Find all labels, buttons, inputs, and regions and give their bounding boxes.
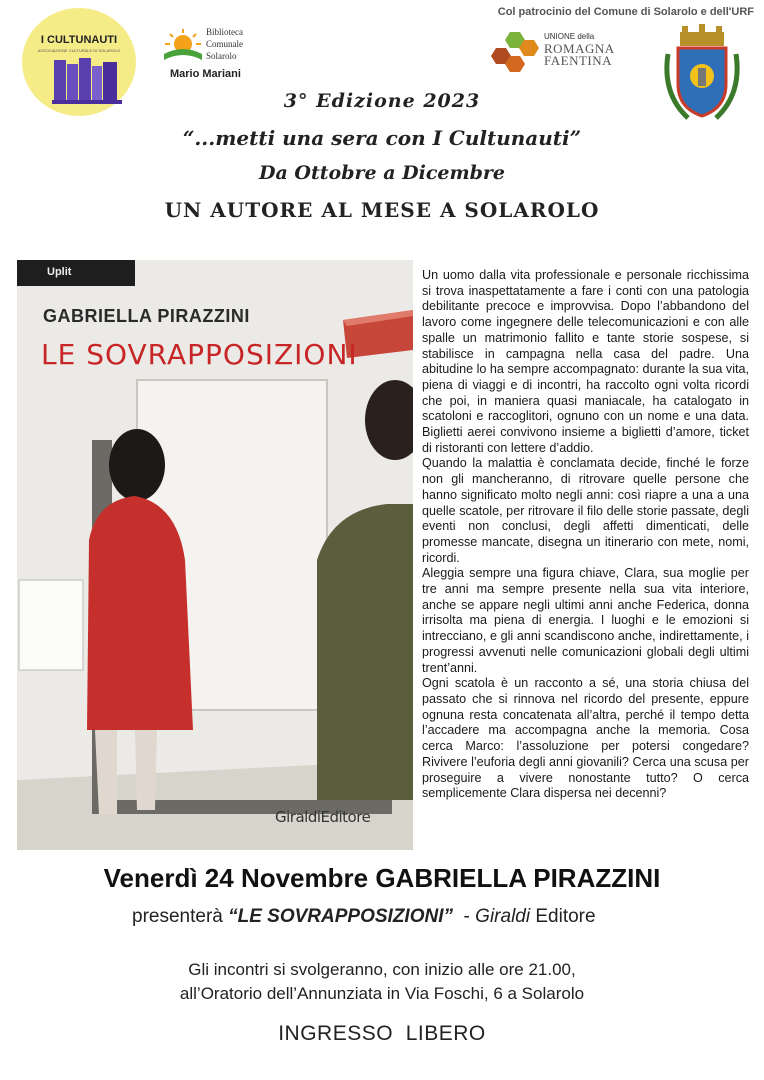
hexagons-icon [488, 30, 542, 78]
edition-title: 3° Edizione 2023 [283, 90, 481, 112]
cover-book-title: LE SOVRAPPOSIZIONI [41, 338, 358, 371]
presents-dash: - [453, 906, 476, 927]
unione-line2: ROMAGNA [544, 41, 615, 56]
free-entry-text: INGRESSO LIBERO [278, 1022, 486, 1045]
series-title: “...metti una sera con I Cultunauti” [182, 126, 582, 150]
patronage-text: Col patrocinio del Comune di Solarolo e dell'URF [497, 6, 754, 18]
description-paragraph: Un uomo dalla vita professionale e personale ricchissima si trova inaspettatamente a fare i conti con una patologia debilitante precoce e improvvisa. Dopo l’abbandono del lavoro come ingegnere delle telecomunicazioni e con alle spalle un matrimonio fallito e tante storie sospese, si stabilisce in campagna nella casa del padre. Una abitudine lo ha sempre accompagnato: durante la sua vita, piena di viaggi e di incontri, ha raccolto ogni volta ricordi che poi, in maniera quasi maniacale, ha catalogato in scatoloni e raccoglitori, ognuno con un nome e una data. Biglietti aerei convivono insieme a biglietti d’amore, ticket di ristoranti con lettere d’addio. [422, 268, 749, 455]
cultunauti-logo-subtitle: ASSOCIAZIONE CULTURALE DI SOLAROLO [37, 48, 121, 53]
event-info-line1: Gli incontri si svolgeranno, con inizio alle ore 21.00, [188, 960, 576, 979]
description-paragraph: Quando la malattia è conclamata decide, finché le forze non gli mancheranno, di ritrovare quelle persone che hanno significato molto negli anni: così riapre a una a una quelle scatole, per ritrovare il filo delle storie passate, degli eventi non conclusi, degli affetti dimenticati, delle promesse mancate, disegna un itinerario con mete, nomi, ricordi. [422, 456, 749, 565]
biblioteca-logo [162, 26, 262, 86]
event-headline: Venerdì 24 Novembre GABRIELLA PIRAZZINI [103, 863, 661, 893]
cultunauti-logo-name: I CULTUNAUTI [40, 34, 118, 46]
presents-publisher-italic: Giraldi [475, 906, 531, 927]
biblioteca-line3: Solarolo [206, 51, 237, 61]
dates-title: Da Ottobre a Dicembre [259, 162, 505, 184]
biblioteca-line1: Biblioteca [206, 27, 243, 37]
sun-book-icon [162, 28, 204, 62]
biblioteca-line2: Comunale [206, 39, 243, 49]
book-description [422, 268, 749, 802]
solarolo-crest-icon [658, 24, 746, 128]
book-cover [17, 260, 413, 850]
unione-romagna-logo [488, 30, 638, 80]
presentation-line [132, 906, 596, 928]
unione-line1: UNIONE della [544, 32, 595, 41]
biblioteca-name: Mario Mariani [170, 68, 241, 80]
presents-book-title: “LE SOVRAPPOSIZIONI” [228, 906, 453, 927]
cover-publisher-brand: GiraldiEditore [275, 808, 371, 826]
presents-publisher-rest: Editore [530, 906, 596, 927]
description-paragraph: Ogni scatola è un racconto a sé, una storia chiusa del passato che si rinnova nel ricordo del presente, eppure ognuna resta concatenata all’altra, perché il tempo detta l’accadere ma accompagna anche la memoria. Cosa cerca Marco: l’assoluzione per potersi congedare? Rivivere l’euforia degli anni giovanili? Cerca una scusa per proseguire a vivere nonostante tutto? O cerca semplicemente Clara dispersa nei decenni? [422, 676, 749, 801]
cover-publisher-bar [17, 260, 135, 286]
tagline-title: UN AUTORE AL MESE A SOLAROLO [164, 198, 600, 222]
cover-publisher-tag: Uplit [47, 266, 72, 278]
unione-line3: FAENTINA [544, 53, 613, 68]
presents-prefix: presenterà [132, 906, 229, 927]
cover-author: GABRIELLA PIRAZZINI [43, 306, 250, 326]
description-paragraph: Aleggia sempre una figura chiave, Clara, sua moglie per tre anni ma sempre presente nella sua vita interiore, anche se appare negli ultimi anni anche Federica, donna irrisolta ma piena di energia. I luoghi e le emozioni si intrecciano, e gli anni scandiscono anche, indirettamente, i progressi avvenuti nelle comunicazioni globali degli ultimi trent’anni. [422, 566, 749, 675]
event-info-line2: all’Oratorio dell’Annunziata in Via Foschi, 6 a Solarolo [179, 984, 585, 1003]
